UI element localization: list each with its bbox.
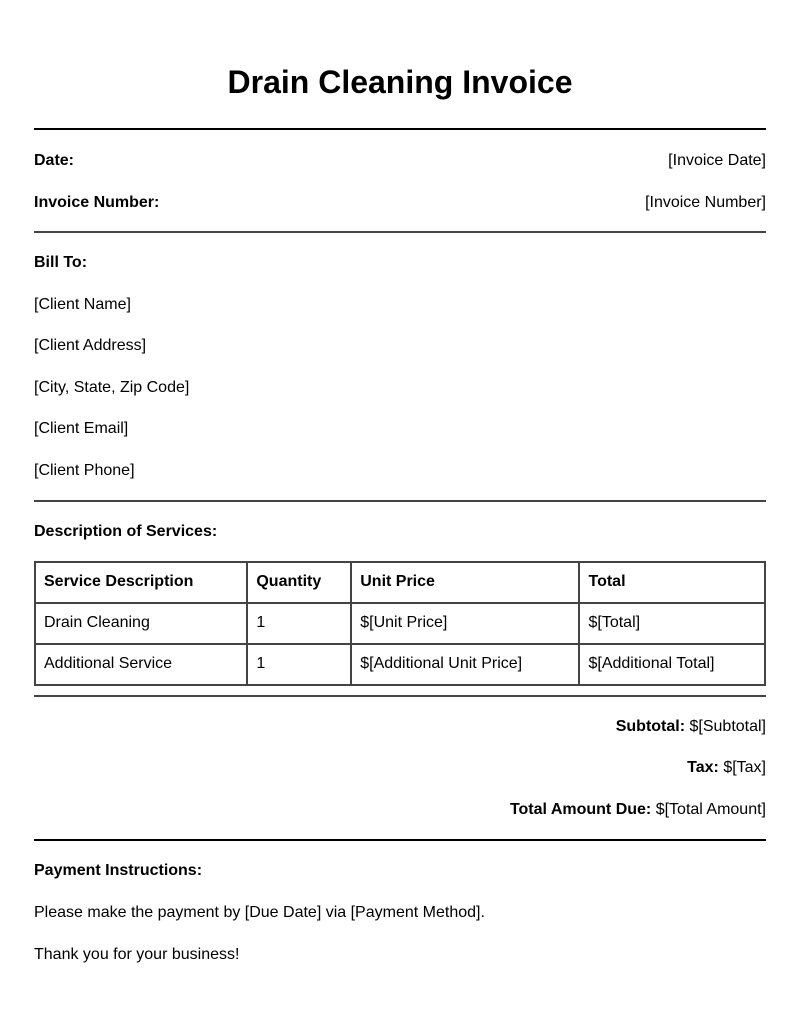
column-header-quantity: Quantity — [247, 562, 351, 603]
client-address: [Client Address] — [34, 337, 147, 354]
total-amount-label: Total Amount Due: — [509, 800, 652, 818]
invoice-number-value: [Invoice Number] — [645, 194, 766, 211]
cell-service-description: Drain Cleaning — [35, 603, 247, 644]
column-header-unit-price: Unit Price — [351, 562, 579, 603]
table-header-row — [35, 562, 765, 603]
bill-to-section — [34, 233, 766, 500]
column-header-total: Total — [579, 562, 765, 603]
client-email: [Client Email] — [34, 420, 129, 437]
invoice-number-label: Invoice Number: — [34, 194, 160, 211]
table-row — [35, 603, 765, 644]
cell-unit-price: $[Unit Price] — [351, 603, 579, 644]
tax-value: $[Tax] — [723, 759, 766, 776]
page-title: Drain Cleaning Invoice — [227, 64, 573, 100]
cell-quantity: 1 — [247, 644, 351, 685]
cell-total: $[Total] — [579, 603, 765, 644]
tax-label: Tax: — [687, 759, 719, 776]
date-row — [34, 151, 766, 171]
cell-service-description: Additional Service — [35, 644, 247, 685]
invoice-page — [34, 0, 766, 965]
thank-you-note: Thank you for your business! — [34, 945, 240, 963]
payment-heading: Payment Instructions: — [34, 861, 203, 879]
services-table — [34, 561, 766, 686]
tax-row — [34, 758, 766, 778]
table-row — [35, 644, 765, 685]
subtotal-row — [34, 717, 766, 737]
services-heading: Description of Services: — [34, 522, 218, 540]
total-amount-value: $[Total Amount] — [655, 800, 766, 818]
invoice-meta — [34, 130, 766, 231]
client-name: [Client Name] — [34, 295, 131, 313]
subtotal-label: Subtotal: — [615, 717, 686, 735]
bill-to-heading: Bill To: — [34, 254, 88, 271]
payment-section — [34, 841, 766, 965]
total-amount-row — [34, 800, 766, 820]
subtotal-value: $[Subtotal] — [689, 717, 766, 735]
client-phone: [Client Phone] — [34, 461, 135, 479]
invoice-number-row — [34, 193, 766, 213]
cell-quantity: 1 — [247, 603, 351, 644]
cell-unit-price: $[Additional Unit Price] — [351, 644, 579, 685]
date-label: Date: — [34, 152, 75, 169]
column-header-service-description: Service Description — [35, 562, 247, 603]
client-city-state-zip: [City, State, Zip Code] — [34, 378, 190, 396]
date-value: [Invoice Date] — [668, 152, 766, 169]
payment-instruction: Please make the payment by [Due Date] via [Payment Method]. — [34, 903, 485, 921]
cell-total: $[Additional Total] — [579, 644, 765, 685]
totals-section — [34, 697, 766, 839]
